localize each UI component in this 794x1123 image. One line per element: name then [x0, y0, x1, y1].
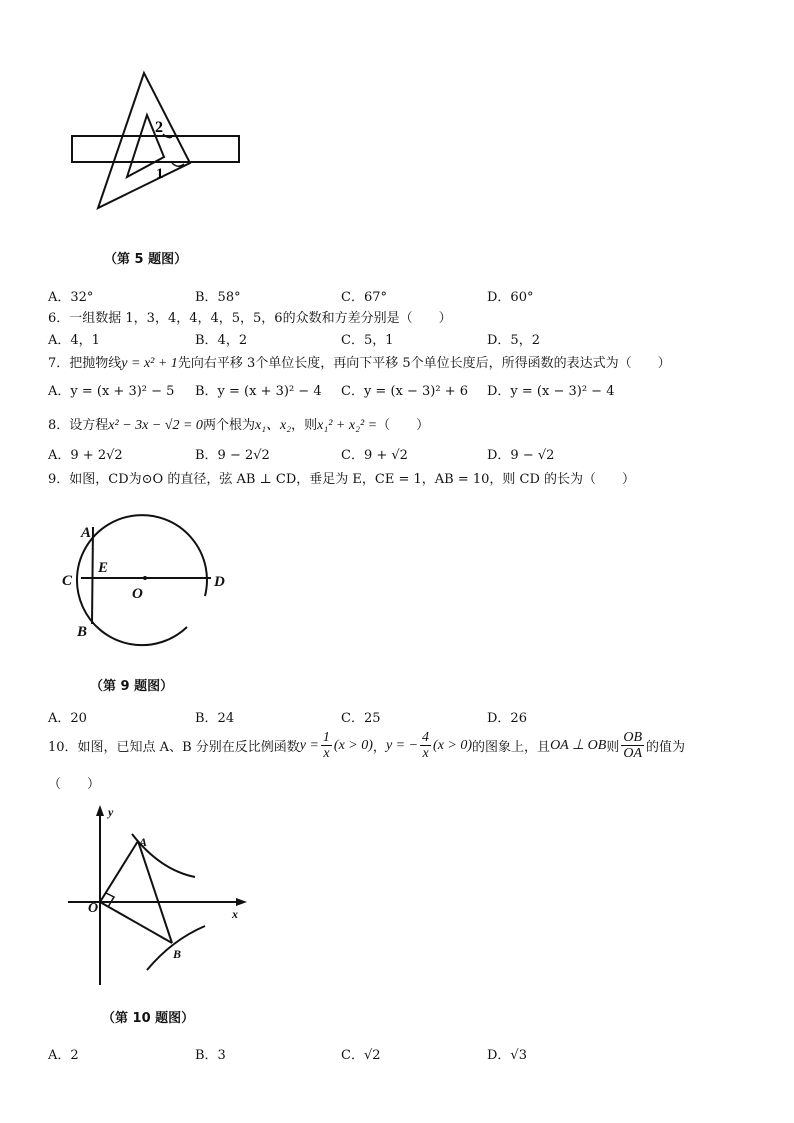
q8-stem-mid2: ，则	[291, 418, 318, 433]
q10-func1-num: 1	[322, 730, 330, 745]
q8-option-b[interactable]: B．9 − 2√2	[195, 448, 270, 463]
angle-label-1: 1	[156, 166, 164, 182]
label-b: B	[173, 947, 182, 961]
label-e: E	[98, 560, 109, 576]
q8-stem-mid: 两个根为	[202, 418, 255, 433]
q9-option-d[interactable]: D．26	[487, 711, 527, 726]
label-o: O	[132, 586, 143, 602]
segment-ab	[138, 841, 172, 943]
q9-figure	[55, 505, 245, 650]
q8-equation: x² − 3x − √2 = 0	[108, 418, 203, 433]
ruler-strip	[72, 136, 239, 162]
q8-stem-suffix: （ ）	[377, 418, 430, 433]
angle-label-2: 2	[155, 119, 163, 136]
q8-stem-prefix: 8．设方程	[48, 418, 109, 433]
q8-expression: x₁² + x₂² =	[317, 418, 378, 433]
q10-option-d[interactable]: D．√3	[487, 1048, 527, 1063]
q7-option-a[interactable]: A．y = (x + 3)² − 5	[48, 384, 175, 399]
q10-option-b[interactable]: B．3	[195, 1048, 226, 1063]
q8-stem	[48, 414, 429, 434]
q10-func1-cond: (x > 0)	[333, 737, 373, 753]
segment-oa	[100, 841, 138, 902]
q5-option-a[interactable]: A．32°	[48, 290, 94, 305]
q8-option-c[interactable]: C．9 + √2	[341, 448, 408, 463]
q5-option-d[interactable]: D．60°	[487, 290, 534, 305]
q10-func2-cond: (x > 0)	[433, 737, 473, 753]
q7-option-d[interactable]: D．y = (x − 3)² − 4	[487, 384, 615, 399]
q5-option-c[interactable]: C．67°	[341, 290, 387, 305]
label-y: y	[108, 805, 114, 819]
q8-roots: x₁、x₂	[254, 418, 292, 433]
q5-option-b[interactable]: B．58°	[195, 290, 241, 305]
q7-stem-math: y = x² + 1	[121, 356, 178, 371]
q7-stem	[48, 352, 671, 372]
q9-option-b[interactable]: B．24	[195, 711, 235, 726]
q9-option-a[interactable]: A．20	[48, 711, 87, 726]
q10-func1-den: x	[323, 746, 330, 761]
q10-func2-y: y = −	[385, 737, 419, 753]
q10-ratio-num: OB	[623, 730, 643, 745]
q10-stem-mid2: 则	[606, 740, 620, 755]
q10-option-c[interactable]: C．√2	[341, 1048, 381, 1063]
label-a: A	[139, 835, 148, 849]
right-angle-mark	[106, 893, 114, 907]
q7-option-b[interactable]: B．y = (x + 3)² − 4	[195, 384, 322, 399]
q10-stem-mid: 的图象上，且	[472, 740, 551, 755]
label-a: A	[81, 525, 92, 541]
q5-caption: （第 5 题图）	[104, 252, 188, 267]
q10-option-a[interactable]: A．2	[48, 1048, 79, 1063]
q10-stem	[48, 730, 685, 761]
q10-answer-paren: （ ）	[48, 777, 101, 792]
q8-option-a[interactable]: A．9 + 2√2	[48, 448, 123, 463]
large-triangle	[98, 73, 190, 208]
q7-stem-prefix: 7．把抛物线	[48, 356, 122, 371]
q10-func1-y: y =	[299, 737, 319, 753]
q6-option-b[interactable]: B．4，2	[195, 333, 248, 348]
q10-stem-suffix: 的值为	[646, 740, 686, 755]
label-d: D	[214, 574, 225, 590]
q9-stem: 9．如图，CD为⊙O 的直径，弦 AB ⊥ CD，垂足为 E，CE = 1，AB = 10，则 CD 的长为（ ）	[48, 472, 636, 487]
q6-option-d[interactable]: D．5，2	[487, 333, 540, 348]
chord-ab	[92, 527, 93, 624]
q10-func2-frac	[420, 730, 431, 761]
q6-stem: 6．一组数据 1，3，4，4，4，5，5，6的众数和方差分别是（ ）	[48, 311, 452, 326]
q10-figure	[62, 800, 252, 990]
q10-func1-frac	[321, 730, 332, 761]
q5-figure	[60, 65, 250, 215]
label-o: O	[88, 901, 99, 916]
q10-ratio	[621, 730, 644, 761]
q7-stem-suffix: 先向右平移 3个单位长度，再向下平移 5个单位长度后，所得函数的表达式为（ ）	[177, 356, 671, 371]
q9-caption: （第 9 题图）	[90, 679, 174, 694]
q10-func2-den: x	[422, 746, 429, 761]
q7-option-c[interactable]: C．y = (x − 3)² + 6	[341, 384, 468, 399]
q6-option-c[interactable]: C．5，1	[341, 333, 394, 348]
label-c: C	[62, 573, 73, 589]
q9-option-c[interactable]: C．25	[341, 711, 381, 726]
q10-func2-num: 4	[422, 730, 430, 745]
circle-arc	[77, 515, 207, 645]
q10-caption: （第 10 题图）	[102, 1011, 195, 1026]
q10-ratio-den: OA	[623, 746, 643, 761]
label-b: B	[77, 624, 88, 640]
q6-option-a[interactable]: A．4，1	[48, 333, 100, 348]
q10-sep: ，	[372, 740, 386, 755]
q10-stem-prefix: 10．如图，已知点 A、B 分别在反比例函数	[48, 740, 300, 755]
label-x: x	[232, 907, 238, 921]
q10-perp: OA ⊥ OB	[550, 738, 607, 753]
center-point	[143, 576, 147, 580]
q8-option-d[interactable]: D．9 − √2	[487, 448, 555, 463]
